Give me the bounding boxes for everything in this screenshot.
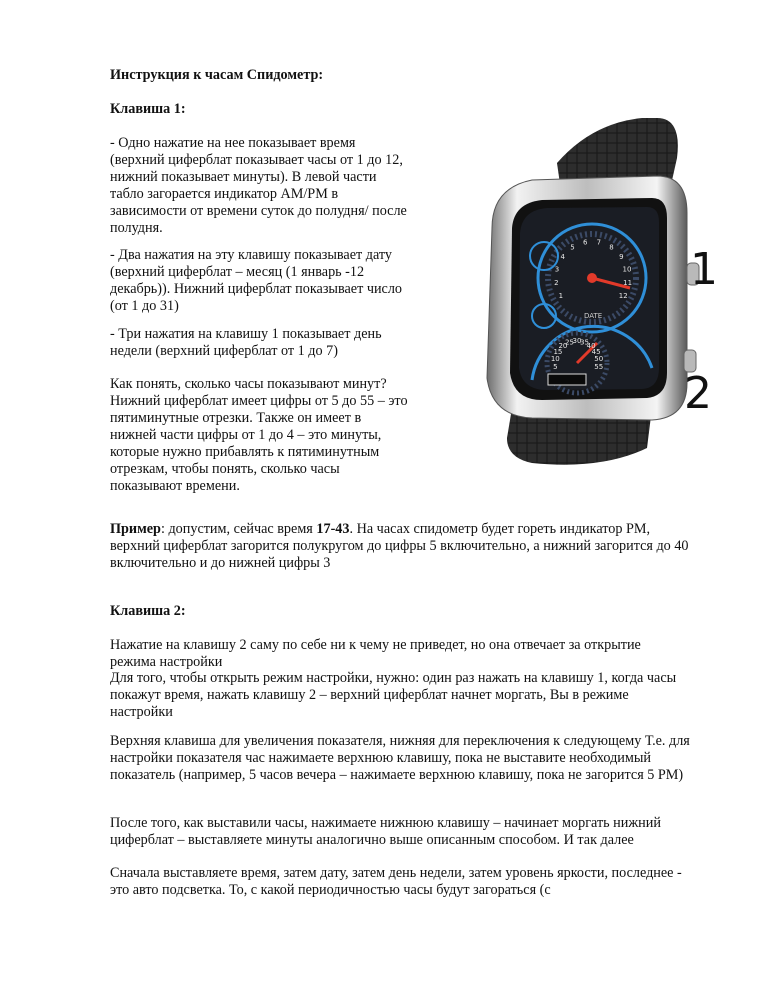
- key1-paragraph-double-press: - Два нажатия на эту клавишу показывает дату (верхний циферблат – месяц (1 январь -12 декабрь)). Нижний циферблат показывает число (от 1 до 31): [110, 247, 403, 314]
- upper-dial-numeral: 8: [609, 243, 614, 252]
- key2-heading: Клавиша 2:: [110, 603, 186, 619]
- upper-dial-numeral: 2: [554, 279, 559, 288]
- key1-paragraph-triple-press: - Три нажатия на клавишу 1 показывает день недели (верхний циферблат от 1 до 7): [110, 326, 382, 359]
- key1-heading: Клавиша 1:: [110, 101, 186, 117]
- key2-paragraph-buttons: Верхняя клавиша для увеличения показателя, нижняя для переключения к следующему Т.е. для настройки показателя час нажимаете верхнюю клавишу, пока не выставите необходимый показатель (например, 5 часов вечера – нажимаете верхнюю клавишу, пока не загорится 5 PM): [110, 733, 690, 783]
- lower-dial-numeral: 50: [594, 355, 604, 364]
- lower-dial-numeral: 55: [594, 362, 604, 371]
- key2-paragraph-order: Сначала выставляете время, затем дату, затем день недели, затем уровень яркости, последнее - это авто подсветка. То, с какой периодичностью часы будут загораться (с: [110, 865, 682, 898]
- key2-paragraph-purpose: Нажатие на клавишу 2 саму по себе ни к чему не приведет, но она отвечает за открытие режима настройки: [110, 637, 641, 670]
- lower-dial-numeral: 30: [572, 337, 582, 345]
- upper-dial-numeral: 4: [560, 253, 565, 262]
- upper-dial-numeral: 6: [582, 238, 588, 247]
- upper-dial-numeral: 9: [619, 253, 624, 262]
- speedometer-watch-image: [452, 118, 732, 470]
- button-1-label: 1: [690, 244, 718, 295]
- upper-dial-numeral: 3: [554, 265, 560, 274]
- lower-dial-numeral: 5: [553, 362, 558, 371]
- example-time: 17-43: [316, 521, 350, 537]
- lower-dial-numeral: 20: [558, 342, 568, 351]
- lower-dial-numeral: 25: [565, 338, 574, 347]
- button-2-label: 2: [684, 368, 712, 419]
- upper-dial-numeral: 12: [618, 292, 628, 300]
- lower-dial-numeral: 35: [580, 338, 589, 347]
- upper-dial-numeral: 10: [622, 265, 632, 274]
- lower-dial-numeral: 45: [591, 348, 601, 356]
- document-title: Инструкция к часам Спидометр:: [110, 67, 324, 83]
- upper-dial-numeral: 1: [558, 292, 564, 300]
- key2-paragraph-open-settings: Для того, чтобы открыть режим настройки, нужно: один раз нажать на клавишу 1, когда часы покажут время, нажать клавишу 2 – верхний циферблат начнет моргать, Вы в режиме настройки: [110, 670, 677, 720]
- lower-dial-numeral: 40: [586, 342, 596, 351]
- upper-dial-numeral: 7: [596, 238, 602, 247]
- lower-dial-numeral: 15: [553, 348, 563, 356]
- example-label: Пример: [110, 521, 161, 537]
- upper-dial-numeral: 11: [623, 279, 633, 288]
- example-paragraph: Пример: допустим, сейчас время 17-43. На часах спидометр будет гореть индикатор PM, верхний циферблат загорится полукругом до цифры 5 включительно, а нижний загорится до 40 включительно и до нижней цифры 3: [110, 521, 689, 571]
- lower-dial-numeral: 10: [550, 355, 560, 364]
- upper-dial-numeral: 5: [570, 243, 575, 252]
- key1-paragraph-single-press: - Одно нажатие на нее показывает время (верхний циферблат показывает часы от 1 до 12, нижний показывает минуты). В левой части табло загорается индикатор AM/PM в зависимости от времени суток до полудня/ после полудня.: [110, 135, 407, 236]
- date-label: DATE: [584, 312, 603, 320]
- key1-paragraph-minutes: Как понять, сколько часы показывают минут? Нижний циферблат имеет цифры от 5 до 55 – это пятиминутные отрезки. Также он имеет в нижней части цифры от 1 до 4 – это минуты, которые нужно прибавлять к пятиминутным отрезкам, чтобы понять, сколько часы показывают времени.: [110, 376, 408, 494]
- watch-face: [519, 207, 659, 390]
- key2-paragraph-minutes: После того, как выставили часы, нажимаете нижнюю клавишу – начинает моргать нижний циферблат – выставляете минуты аналогично выше описанным способом. И так далее: [110, 815, 661, 848]
